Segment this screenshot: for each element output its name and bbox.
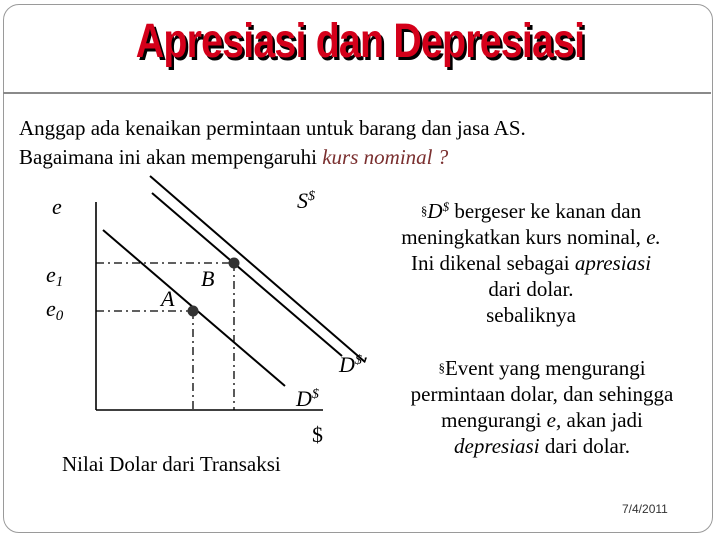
- demand-shifted-superscript: $: [354, 353, 362, 368]
- demand-shifted-prime: ′: [361, 352, 367, 377]
- bullet2-line2: permintaan dolar, dan sehingga: [410, 382, 674, 406]
- e0-label: [46, 296, 63, 325]
- supply-superscript: $: [308, 189, 315, 204]
- y-axis-label: e: [52, 194, 62, 219]
- demand-curve-label: [296, 386, 319, 412]
- bullet-marker-icon: §: [438, 360, 445, 375]
- bullet2-line3: mengurangi: [441, 408, 547, 432]
- slide-date: 7/4/2011: [622, 502, 668, 516]
- demand-shifted-label: [339, 352, 367, 378]
- bullet1-line2: meningkatkan kurs nominal,: [401, 225, 647, 249]
- bullet-appreciation: [375, 194, 687, 328]
- bullet2-line1: Event yang mengurangi: [444, 356, 646, 380]
- supply-curve-label: [297, 188, 315, 214]
- equilibrium-point-b: [229, 258, 240, 269]
- slide-title: Apresiasi dan Depresiasi: [135, 15, 585, 68]
- supply-base: S: [297, 188, 308, 213]
- x-unit-label: $: [312, 422, 323, 447]
- bullet1-line3: Ini dikenal sebagai: [410, 251, 575, 275]
- e1-base: e: [46, 262, 56, 287]
- bullet1-line3-em: apresiasi: [574, 251, 652, 275]
- x-axis-label: Nilai Dolar dari Transaksi: [62, 452, 281, 476]
- demand-curve-shifted: [152, 193, 342, 356]
- intro-line-2: Bagaimana ini akan mempengaruhi: [19, 145, 323, 169]
- e1-label: [46, 262, 63, 291]
- supply-curve: [150, 176, 365, 362]
- e0-base: e: [46, 296, 56, 321]
- equilibrium-point-a: [188, 306, 199, 317]
- e1-subscript: 1: [55, 274, 64, 290]
- bullet2-line3-post: akan jadi: [561, 408, 643, 432]
- bullet1-d: D: [427, 199, 443, 223]
- e0-subscript: 0: [55, 308, 64, 324]
- bullet-depreciation: [382, 355, 702, 459]
- bullet2-line4-em: depresiasi: [454, 434, 540, 458]
- bullet1-line5: sebaliknya: [486, 303, 576, 327]
- bullet1-line2-em: e.: [646, 225, 661, 249]
- demand-base: D: [296, 386, 312, 411]
- bullet1-line4: dari dolar.: [488, 277, 574, 301]
- demand-superscript: $: [311, 387, 319, 402]
- demand-shifted-base: D: [339, 352, 355, 377]
- bullet-marker-icon: §: [420, 203, 428, 218]
- bullet2-line3-em: e,: [546, 408, 562, 432]
- point-b-label: B: [201, 266, 215, 291]
- intro-line-1: Anggap ada kenaikan permintaan untuk barang dan jasa AS.: [19, 116, 526, 140]
- point-a-label: A: [161, 286, 175, 311]
- intro-emphasis: kurs nominal ?: [322, 145, 449, 169]
- bullet1-d-superscript: $: [442, 199, 450, 214]
- bullet2-line4: dari dolar.: [539, 434, 630, 458]
- bullet1-line1: bergeser ke kanan dan: [449, 199, 642, 223]
